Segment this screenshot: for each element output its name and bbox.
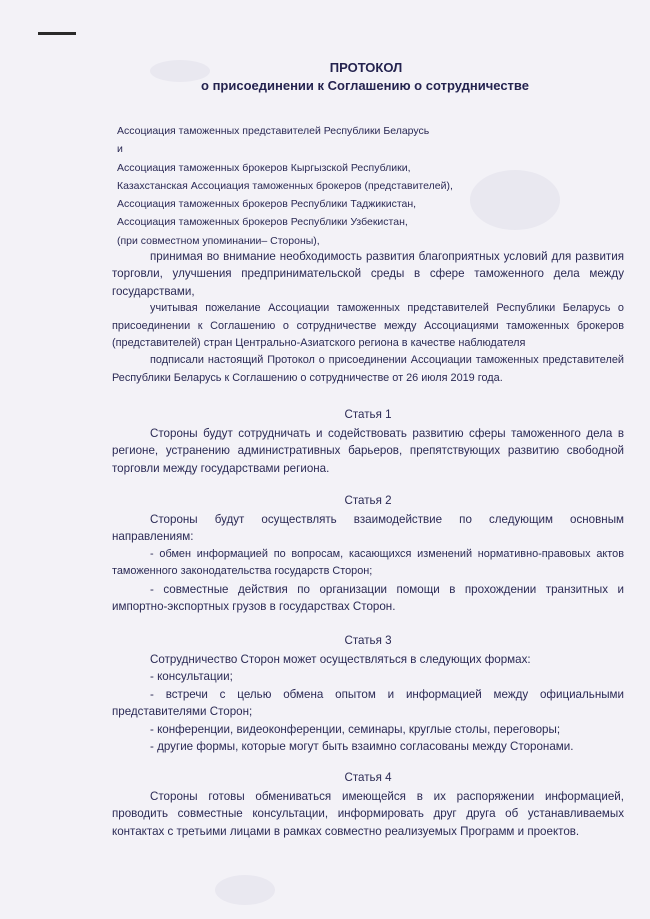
article-1-heading: Статья 1 <box>344 408 392 421</box>
scan-smudge <box>470 170 560 230</box>
document-title: ПРОТОКОЛ <box>329 60 403 75</box>
article-3-intro: Сотрудничество Сторон может осуществляться в следующих формах: <box>150 653 531 666</box>
article-2-intro: Стороны будут осуществлять взаимодействие по следующим основным направлениям: <box>112 513 624 544</box>
party-line: Ассоциация таможенных брокеров Кыргызской Республики, <box>117 161 411 174</box>
scan-mark <box>38 32 76 35</box>
article-3-item: - консультации; <box>150 670 233 684</box>
article-3-heading: Статья 3 <box>344 634 392 647</box>
parties-list <box>117 122 453 250</box>
article-3-item: - конференции, видеоконференции, семинары, круглые столы, переговоры; <box>150 722 561 736</box>
preamble <box>112 248 624 387</box>
party-line: и <box>117 143 123 156</box>
article-1-body <box>112 425 624 477</box>
article-2-heading: Статья 2 <box>344 494 392 507</box>
preamble-paragraph: подписали настоящий Протокол о присоединении Ассоциации таможенных представителей Республики Беларусь к Соглашению о сотрудничестве от 26 июля 2019 года. <box>112 354 624 384</box>
party-line: Ассоциация таможенных представителей Республики Беларусь <box>117 125 430 137</box>
article-3-item: - другие формы, которые могут быть взаимно согласованы между Сторонами. <box>150 740 574 754</box>
article-2-body <box>112 511 624 615</box>
article-2-item: - совместные действия по организации помощи в прохождении транзитных и импортно-экспортных грузов в государствах Сторон. <box>112 582 624 614</box>
document-subtitle: о присоединении к Соглашению о сотрудничестве <box>201 78 529 93</box>
party-line: Казахстанская Ассоциация таможенных брокеров (представителей), <box>117 179 453 192</box>
party-line: Ассоциация таможенных брокеров Республики Таджикистан, <box>117 198 417 211</box>
article-3-item: - встречи с целью обмена опытом и информацией между официальными представителями Сторон; <box>112 687 624 719</box>
party-line: (при совместном упоминании– Стороны), <box>117 234 320 247</box>
preamble-paragraph: принимая во внимание необходимость развития благоприятных условий для развития торговли, улучшения предпринимательской среды в сфере таможенного дела между государствами, <box>112 250 624 298</box>
article-4-body <box>112 788 624 840</box>
article-1-text: Стороны будут сотрудничать и содействовать развитию сферы таможенного дела в регионе, устранению административных барьеров, препятствующих развитию свободной торговли между государствами региона. <box>112 427 624 475</box>
scan-smudge <box>215 875 275 905</box>
article-4-heading: Статья 4 <box>344 771 392 784</box>
article-3-body <box>112 651 624 755</box>
article-2-item: - обмен информацией по вопросам, касающихся изменений нормативно-правовых актов таможенного законодательства государств Сторон; <box>112 547 624 578</box>
preamble-paragraph: учитывая пожелание Ассоциации таможенных представителей Республики Беларусь о присоединении к Соглашению о сотрудничестве между Ассоциациями таможенных брокеров (представителей) стран Центрально-Азиатского региона в качестве наблюдателя <box>112 302 624 350</box>
article-4-text: Стороны готовы обмениваться имеющейся в их распоряжении информацией, проводить совместные консультации, информировать друг друга об устанавливаемых контактах с третьими лицами в рамках совместно реализуемых Программ и проектов. <box>112 790 624 838</box>
party-line: Ассоциация таможенных брокеров Республики Узбекистан, <box>117 216 408 229</box>
